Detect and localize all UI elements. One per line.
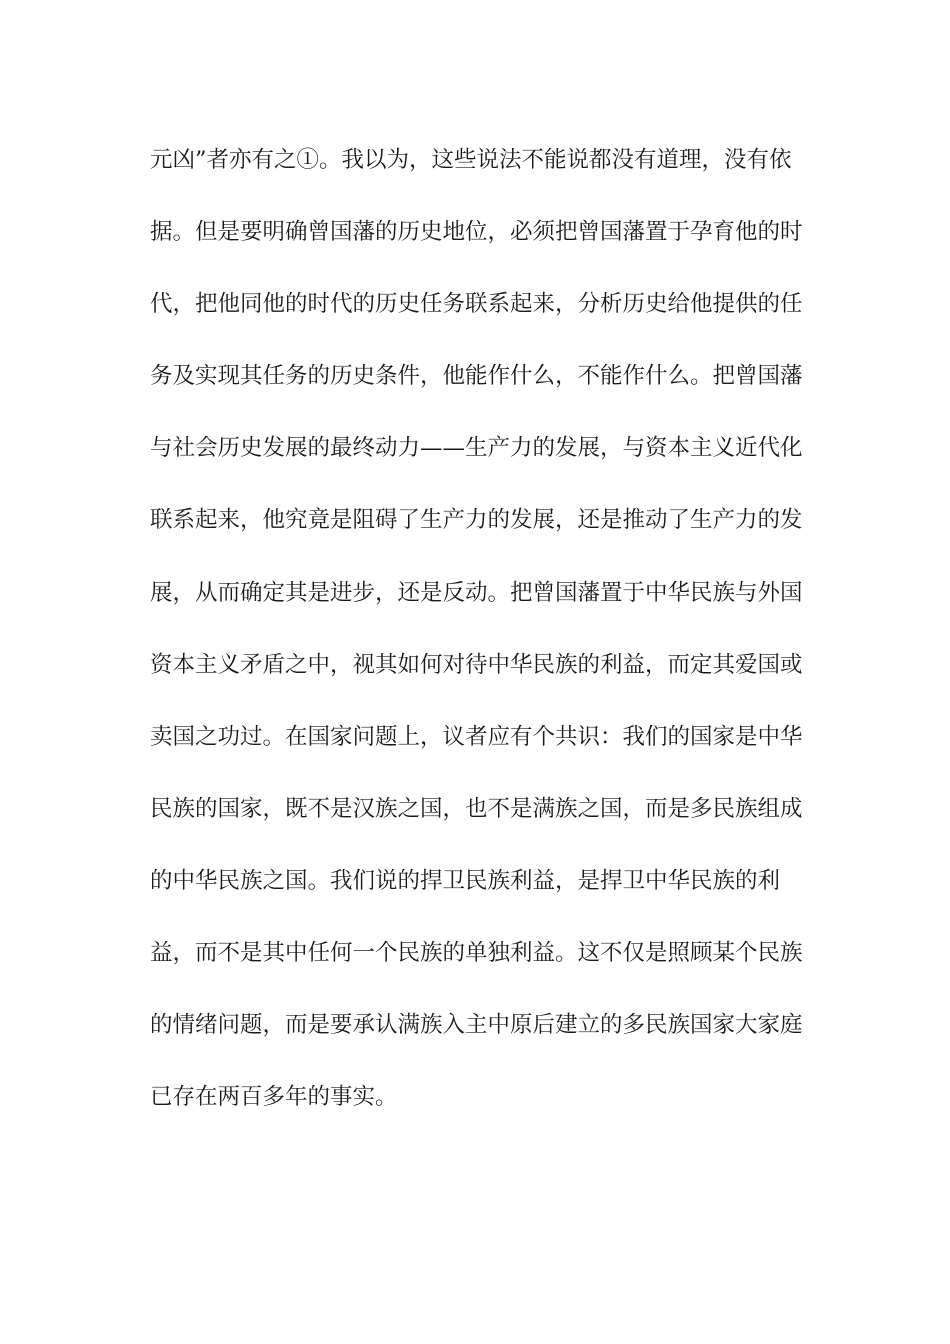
text-line: 已存在两百多年的事实。 bbox=[150, 1084, 398, 1111]
text-line: 与社会历史发展的最终动力——生产力的发展，与资本主义近代化 bbox=[150, 435, 803, 462]
text-line: 代，把他同他的时代的历史任务联系起来，分析历史给他提供的任 bbox=[150, 291, 803, 318]
text-line: 民族的国家，既不是汉族之国，也不是满族之国，而是多民族组成 bbox=[150, 795, 803, 822]
text-line: 元凶”者亦有之①。我以为，这些说法不能说都没有道理，没有依 bbox=[150, 147, 792, 173]
text-line: 联系起来，他究竟是阻碍了生产力的发展，还是推动了生产力的发 bbox=[150, 507, 803, 534]
text-line: 资本主义矛盾之中，视其如何对待中华民族的利益，而定其爱国或 bbox=[150, 651, 803, 678]
text-line: 展，从而确定其是进步，还是反动。把曾国藩置于中华民族与外国 bbox=[150, 579, 803, 606]
text-line: 益，而不是其中任何一个民族的单独利益。这不仅是照顾某个民族 bbox=[150, 940, 803, 967]
text-line: 卖国之功过。在国家问题上，议者应有个共识：我们的国家是中华 bbox=[150, 723, 803, 750]
text-line: 据。但是要明确曾国藩的历史地位，必须把曾国藩置于孕育他的时 bbox=[150, 219, 803, 246]
text-line: 的情绪问题，而是要承认满族入主中原后建立的多民族国家大家庭 bbox=[150, 1012, 803, 1039]
body-paragraph bbox=[150, 136, 810, 1145]
text-line: 务及实现其任务的历史条件，他能作什么，不能作什么。把曾国藩 bbox=[150, 363, 803, 390]
text-line: 的中华民族之国。我们说的捍卫民族利益，是捍卫中华民族的利 bbox=[150, 867, 781, 894]
